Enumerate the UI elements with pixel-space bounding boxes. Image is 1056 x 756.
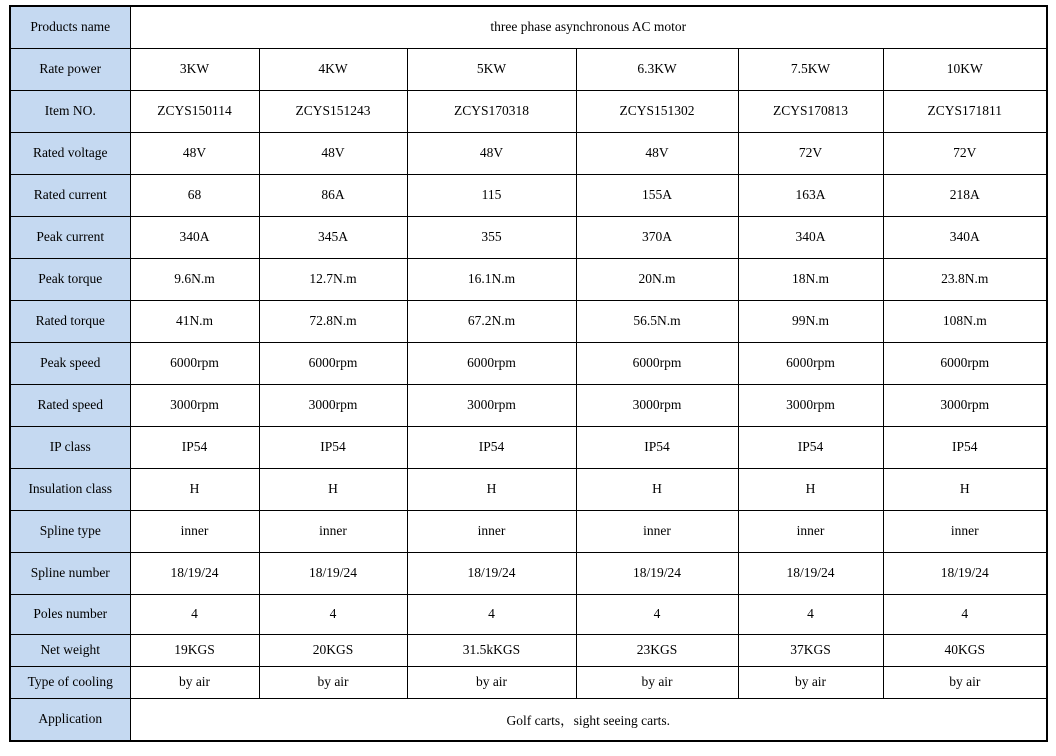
- row-label: Peak speed: [10, 342, 130, 384]
- cell-value: 4: [576, 594, 738, 634]
- cell-value: 12.7N.m: [259, 258, 407, 300]
- cell-value: 31.5kKGS: [407, 634, 576, 666]
- row-label: Rate power: [10, 48, 130, 90]
- cell-value: 155A: [576, 174, 738, 216]
- table-row: [10, 6, 1047, 48]
- cell-value: 7.5KW: [738, 48, 883, 90]
- cell-value: ZCYS170318: [407, 90, 576, 132]
- cell-value: 18/19/24: [883, 552, 1047, 594]
- cell-value: 40KGS: [883, 634, 1047, 666]
- cell-value: 4KW: [259, 48, 407, 90]
- cell-value: 345A: [259, 216, 407, 258]
- cell-value: 4: [407, 594, 576, 634]
- cell-value: 18/19/24: [259, 552, 407, 594]
- row-label: IP class: [10, 426, 130, 468]
- row-label: Rated speed: [10, 384, 130, 426]
- cell-value: 72V: [738, 132, 883, 174]
- row-label: Type of cooling: [10, 666, 130, 698]
- row-span-value: three phase asynchronous AC motor: [130, 6, 1047, 48]
- cell-value: IP54: [576, 426, 738, 468]
- cell-value: 18/19/24: [407, 552, 576, 594]
- cell-value: 68: [130, 174, 259, 216]
- cell-value: by air: [576, 666, 738, 698]
- cell-value: 3000rpm: [407, 384, 576, 426]
- cell-value: 48V: [259, 132, 407, 174]
- table-row: [10, 666, 1047, 698]
- row-label: Rated voltage: [10, 132, 130, 174]
- cell-value: 10KW: [883, 48, 1047, 90]
- cell-value: inner: [738, 510, 883, 552]
- row-label: Poles number: [10, 594, 130, 634]
- cell-value: 6000rpm: [407, 342, 576, 384]
- row-label: Rated current: [10, 174, 130, 216]
- table-row: [10, 258, 1047, 300]
- cell-value: ZCYS170813: [738, 90, 883, 132]
- cell-value: 355: [407, 216, 576, 258]
- cell-value: by air: [883, 666, 1047, 698]
- table-row: [10, 48, 1047, 90]
- row-span-value: Golf carts，sight seeing carts.: [130, 698, 1047, 741]
- cell-value: 41N.m: [130, 300, 259, 342]
- cell-value: by air: [407, 666, 576, 698]
- table-row: [10, 132, 1047, 174]
- table-row: [10, 468, 1047, 510]
- table-row: [10, 634, 1047, 666]
- cell-value: by air: [738, 666, 883, 698]
- cell-value: IP54: [130, 426, 259, 468]
- cell-value: ZCYS171811: [883, 90, 1047, 132]
- table-row: [10, 426, 1047, 468]
- cell-value: 37KGS: [738, 634, 883, 666]
- row-label: Insulation class: [10, 468, 130, 510]
- cell-value: 23KGS: [576, 634, 738, 666]
- cell-value: IP54: [407, 426, 576, 468]
- cell-value: by air: [130, 666, 259, 698]
- table-row: [10, 510, 1047, 552]
- row-label: Spline number: [10, 552, 130, 594]
- cell-value: IP54: [883, 426, 1047, 468]
- cell-value: 6000rpm: [738, 342, 883, 384]
- cell-value: IP54: [738, 426, 883, 468]
- cell-value: 20KGS: [259, 634, 407, 666]
- cell-value: H: [407, 468, 576, 510]
- cell-value: 3000rpm: [130, 384, 259, 426]
- cell-value: 23.8N.m: [883, 258, 1047, 300]
- cell-value: 56.5N.m: [576, 300, 738, 342]
- cell-value: inner: [576, 510, 738, 552]
- cell-value: ZCYS151302: [576, 90, 738, 132]
- row-label: Peak torque: [10, 258, 130, 300]
- cell-value: 108N.m: [883, 300, 1047, 342]
- cell-value: 72.8N.m: [259, 300, 407, 342]
- cell-value: 16.1N.m: [407, 258, 576, 300]
- cell-value: 48V: [130, 132, 259, 174]
- row-label: Net weight: [10, 634, 130, 666]
- cell-value: 67.2N.m: [407, 300, 576, 342]
- cell-value: inner: [259, 510, 407, 552]
- cell-value: H: [130, 468, 259, 510]
- cell-value: 6.3KW: [576, 48, 738, 90]
- cell-value: 340A: [130, 216, 259, 258]
- spec-table-body: [10, 6, 1047, 741]
- cell-value: 18N.m: [738, 258, 883, 300]
- cell-value: inner: [407, 510, 576, 552]
- cell-value: 4: [738, 594, 883, 634]
- cell-value: H: [738, 468, 883, 510]
- motor-spec-table: [9, 5, 1048, 742]
- cell-value: 163A: [738, 174, 883, 216]
- table-row: [10, 384, 1047, 426]
- cell-value: 99N.m: [738, 300, 883, 342]
- table-row: [10, 342, 1047, 384]
- cell-value: 9.6N.m: [130, 258, 259, 300]
- row-label: Peak current: [10, 216, 130, 258]
- cell-value: 4: [259, 594, 407, 634]
- cell-value: 6000rpm: [130, 342, 259, 384]
- cell-value: H: [576, 468, 738, 510]
- row-label: Spline type: [10, 510, 130, 552]
- cell-value: 19KGS: [130, 634, 259, 666]
- cell-value: 340A: [738, 216, 883, 258]
- table-row: [10, 90, 1047, 132]
- cell-value: 370A: [576, 216, 738, 258]
- row-label: Products name: [10, 6, 130, 48]
- row-label: Application: [10, 698, 130, 741]
- cell-value: 4: [130, 594, 259, 634]
- cell-value: 3000rpm: [576, 384, 738, 426]
- table-row: [10, 174, 1047, 216]
- cell-value: 3000rpm: [259, 384, 407, 426]
- table-row: [10, 698, 1047, 741]
- cell-value: 6000rpm: [883, 342, 1047, 384]
- cell-value: 72V: [883, 132, 1047, 174]
- cell-value: 5KW: [407, 48, 576, 90]
- cell-value: 115: [407, 174, 576, 216]
- table-row: [10, 216, 1047, 258]
- cell-value: 3000rpm: [738, 384, 883, 426]
- cell-value: 48V: [407, 132, 576, 174]
- cell-value: 18/19/24: [576, 552, 738, 594]
- cell-value: 6000rpm: [259, 342, 407, 384]
- cell-value: H: [259, 468, 407, 510]
- cell-value: 3000rpm: [883, 384, 1047, 426]
- cell-value: inner: [130, 510, 259, 552]
- cell-value: 20N.m: [576, 258, 738, 300]
- table-row: [10, 552, 1047, 594]
- cell-value: 4: [883, 594, 1047, 634]
- table-row: [10, 300, 1047, 342]
- cell-value: 18/19/24: [130, 552, 259, 594]
- cell-value: 18/19/24: [738, 552, 883, 594]
- cell-value: H: [883, 468, 1047, 510]
- cell-value: ZCYS151243: [259, 90, 407, 132]
- table-row: [10, 594, 1047, 634]
- cell-value: 3KW: [130, 48, 259, 90]
- cell-value: 340A: [883, 216, 1047, 258]
- cell-value: 86A: [259, 174, 407, 216]
- cell-value: IP54: [259, 426, 407, 468]
- cell-value: 218A: [883, 174, 1047, 216]
- cell-value: ZCYS150114: [130, 90, 259, 132]
- cell-value: by air: [259, 666, 407, 698]
- cell-value: 48V: [576, 132, 738, 174]
- row-label: Item NO.: [10, 90, 130, 132]
- cell-value: inner: [883, 510, 1047, 552]
- row-label: Rated torque: [10, 300, 130, 342]
- cell-value: 6000rpm: [576, 342, 738, 384]
